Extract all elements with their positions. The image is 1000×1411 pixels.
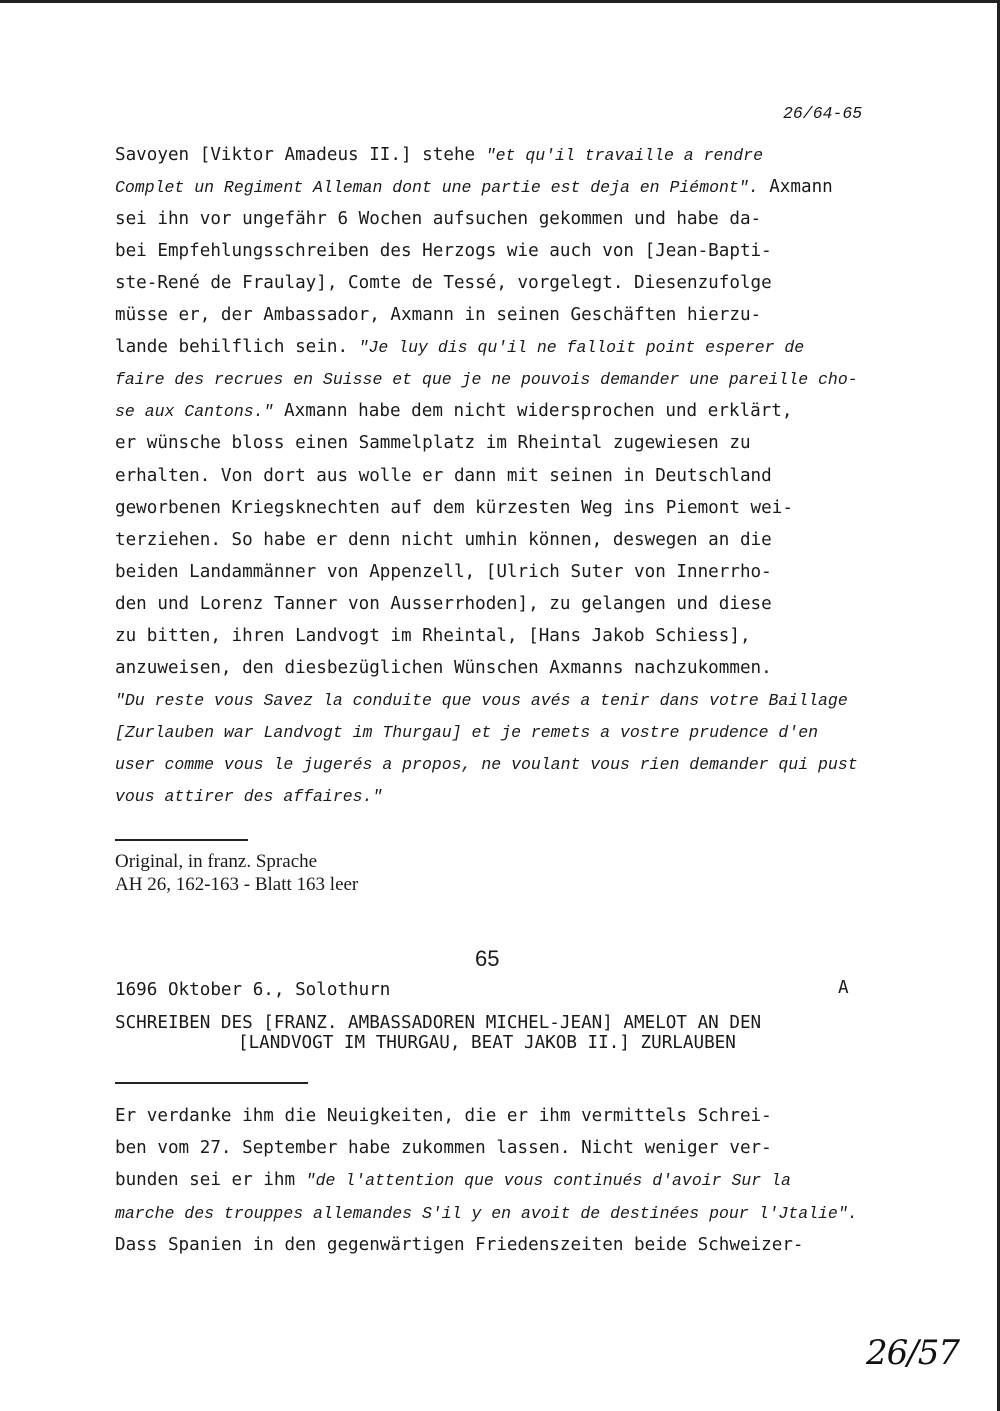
quoted-french-text: [Zurlauben war Landvogt im Thurgau] et je remets a vostre prudence d'en [115, 722, 819, 742]
text-line [115, 271, 772, 295]
text-segment: anzuweisen, den diesbezüglichen Wünschen Axmanns nachzukommen. [115, 657, 772, 678]
quoted-french-text: "de l'attention que vous continués d'avoir Sur la [305, 1171, 791, 1191]
quoted-french-text: vous attirer des affaires." [115, 787, 383, 806]
text-segment: Axmann [758, 177, 833, 198]
text-segment: Axmann habe dem nicht widersprochen und erklärt, [273, 401, 793, 422]
source-note-line-2: AH 26, 162-163 - Blatt 163 leer [115, 874, 359, 895]
text-segment: erhalten. Von dort aus wolle er dann mit seinen in Deutschland [115, 465, 772, 486]
text-segment: beiden Landammänner von Appenzell, [Ulrich Suter von Innerrho- [115, 561, 772, 582]
text-segment: Dass Spanien in den gegenwärtigen Friedenszeiten beide Schweizer- [115, 1234, 804, 1255]
text-segment: den und Lorenz Tanner von Ausserrhoden], zu gelangen und diese [115, 593, 772, 614]
text-segment: sei ihn vor ungefähr 6 Wochen aufsuchen gekommen und habe da- [115, 209, 762, 230]
text-line [115, 752, 858, 777]
text-line [115, 560, 772, 584]
text-line [115, 1168, 791, 1193]
source-note-line-1: Original, in franz. Sprache [115, 851, 318, 872]
handwritten-folio: 26/57 [866, 1333, 959, 1373]
text-line [115, 656, 772, 680]
text-line [115, 175, 833, 200]
quoted-french-text: "Je luy dis qu'il ne falloit point esperer de [358, 338, 805, 358]
text-line [115, 207, 761, 231]
grade-letter: A [838, 978, 849, 998]
quoted-french-text: marche des trouppes allemandes S'il y en avoit de destinées pour l'Jtalie". [115, 1203, 858, 1223]
text-segment: müsse er, der Ambassador, Axmann in seinen Geschäften hierzu- [115, 305, 762, 326]
text-segment: ste-René de Fraulay], Comte de Tessé, vorgelegt. Diesenzufolge [115, 273, 772, 294]
text-segment: terziehen. So habe er denn nicht umhin können, deswegen an die [115, 529, 772, 550]
page-reference: 26/64-65 [783, 104, 863, 123]
text-line [115, 1201, 858, 1226]
text-line [115, 528, 772, 552]
text-line [115, 784, 382, 809]
text-line [115, 624, 751, 648]
heading-line-2: [LANDVOGT IM THURGAU, BEAT JAKOB II.] ZURLAUBEN [238, 1033, 736, 1053]
heading-line-1: SCHREIBEN DES [FRANZ. AMBASSADOREN MICHEL-JEAN] AMELOT AN DEN [115, 1013, 762, 1033]
footnote-rule [115, 839, 248, 841]
text-segment: er wünsche bloss einen Sammelplatz im Rheintal zugewiesen zu [115, 433, 751, 454]
text-line [115, 688, 848, 713]
text-line [115, 431, 751, 455]
text-segment: bunden sei er ihm [115, 1170, 306, 1191]
quoted-french-text: Complet un Regiment Alleman dont une partie est deja en Piémont". [115, 178, 759, 198]
text-line [115, 335, 804, 360]
quoted-french-text: se aux Cantons." [115, 402, 274, 422]
text-line [115, 239, 772, 263]
text-line [115, 720, 818, 745]
text-line [115, 143, 763, 168]
text-segment: bei Empfehlungsschreiben des Herzogs wie auch von [Jean-Bapti- [115, 241, 772, 262]
text-line [115, 592, 772, 616]
text-segment: geworbenen Kriegsknechten auf dem kürzesten Weg ins Piemont wei- [115, 497, 793, 518]
text-line [115, 1104, 772, 1128]
text-segment: zu bitten, ihren Landvogt im Rheintal, [Hans Jakob Schiess], [115, 625, 751, 646]
document-number: 65 [475, 946, 500, 971]
page-border-top [0, 0, 1000, 3]
quoted-french-text: user comme vous le jugerés a propos, ne voulant vous rien demander qui pust [115, 754, 858, 774]
date-place: 1696 Oktober 6., Solothurn [115, 980, 391, 1000]
text-line [115, 464, 772, 488]
text-segment: Savoyen [Viktor Amadeus II.] stehe [115, 145, 486, 165]
text-segment: ben vom 27. September habe zukommen lassen. Nicht weniger ver- [115, 1138, 772, 1159]
heading-rule [115, 1082, 308, 1084]
quoted-french-text: "Du reste vous Savez la conduite que vous avés a tenir dans votre Baillage [115, 690, 848, 710]
text-line [115, 1233, 804, 1257]
text-line [115, 496, 793, 520]
quoted-french-text: "et qu'il travaille a rendre [485, 146, 763, 165]
text-line [115, 303, 761, 327]
quoted-french-text: faire des recrues en Suisse et que je ne pouvois demander une pareille cho- [115, 370, 858, 390]
text-segment: lande behilflich sein. [115, 337, 359, 358]
text-segment: Er verdanke ihm die Neuigkeiten, die er ihm vermittels Schrei- [115, 1106, 772, 1126]
text-line [115, 1136, 772, 1160]
text-line [115, 399, 792, 424]
text-line [115, 367, 858, 392]
